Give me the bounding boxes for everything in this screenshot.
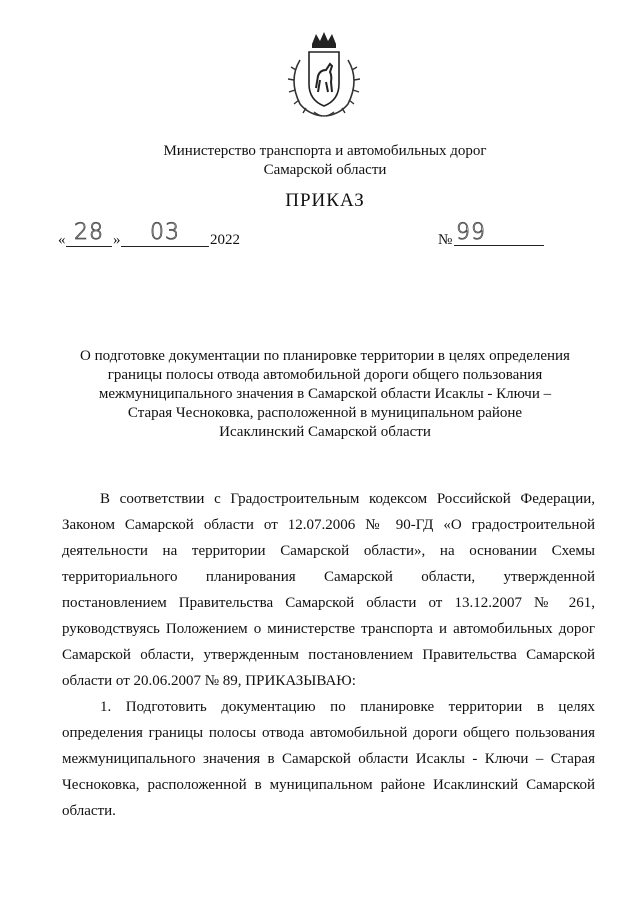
coat-of-arms-emblem	[278, 30, 370, 122]
date-month-handwritten: 03	[121, 220, 209, 247]
subject-line: Старая Чесноковка, расположенной в муниципальном районе	[127, 405, 523, 421]
body-line: В соответствии с Градостроительным кодексом Российской Федерации,	[100, 491, 595, 507]
body-line: постановлением Правительства Самарской области от 13.12.2007 № 261,	[62, 595, 595, 611]
ministry-name-line1: Министерство транспорта и автомобильных дорог	[163, 143, 487, 159]
body-line: руководствуясь Положением о министерстве транспорта и автомобильных дорог	[62, 621, 595, 637]
body-line: Самарской области, утвержденным постановлением Правительства Самарской	[62, 647, 595, 663]
subject-line: межмуниципального значения в Самарской области Исаклы - Ключи –	[98, 386, 552, 402]
document-type-title: ПРИКАЗ	[285, 190, 365, 211]
subject-line: Исаклинский Самарской области	[219, 424, 431, 440]
subject-line: О подготовке документации по планировке территории в целях определения	[80, 348, 570, 364]
body-line: области от 20.06.2007 № 89, ПРИКАЗЫВАЮ:	[62, 673, 356, 689]
date-year: 2022	[210, 232, 240, 248]
body-line: территориального планирования Самарской области, утвержденной	[62, 569, 595, 585]
order-body	[62, 486, 595, 824]
date-quote-open: «	[58, 232, 66, 248]
subject-line: границы полосы отвода автомобильной дороги общего пользования	[107, 367, 543, 383]
body-line: межмуниципального значения в Самарской области Исаклы - Ключи – Старая	[62, 751, 595, 767]
body-line: Законом Самарской области от 12.07.2006 № 90-ГД «О градостроительной	[62, 517, 595, 533]
body-line: Чесноковка, расположенной в муниципальном районе Исаклинский Самарской	[62, 777, 595, 793]
body-line: 1. Подготовить документацию по планировке территории в целях	[100, 699, 595, 715]
order-subject	[70, 347, 580, 442]
ministry-name-line2: Самарской области	[263, 162, 387, 178]
body-line: определения границы полосы отвода автомобильной дороги общего пользования	[62, 725, 595, 741]
order-number-sign: №	[438, 232, 453, 248]
body-line: деятельности на территории Самарской области», на основании Схемы	[62, 543, 595, 559]
body-line: области.	[62, 803, 116, 819]
date-quote-close: »	[113, 232, 121, 248]
date-day-handwritten: 28	[66, 220, 112, 247]
order-number-handwritten: 99	[454, 220, 544, 246]
